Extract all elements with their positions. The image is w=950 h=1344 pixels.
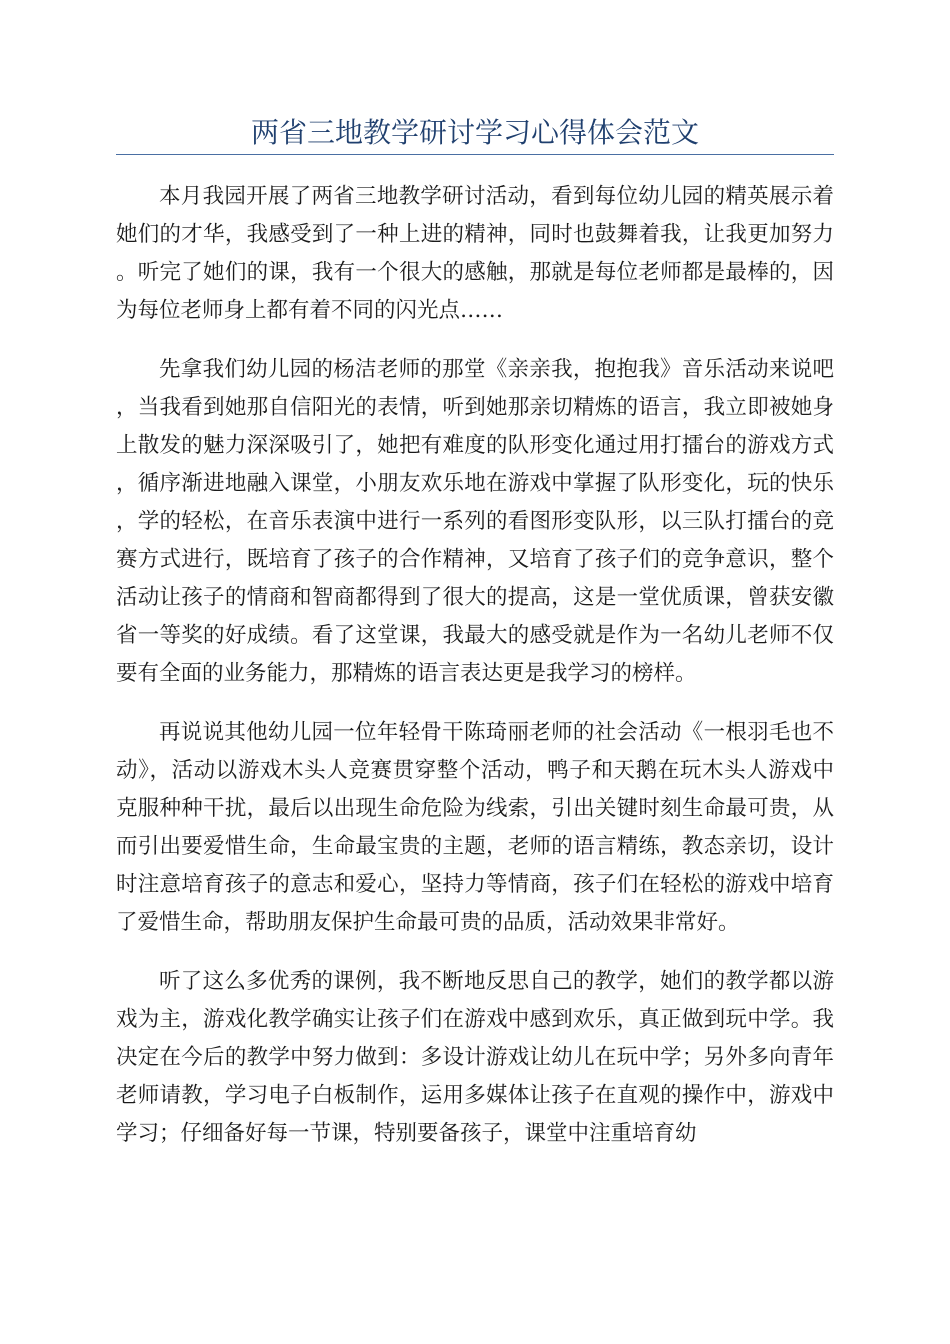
- paragraph-3: 再说说其他幼儿园一位年轻骨干陈琦丽老师的社会活动《一根羽毛也不动》，活动以游戏木头人竞赛贯穿整个活动，鸭子和天鹅在玩木头人游戏中克服种种干扰，最后以出现生命危险为线索，引出关键时刻生命最可贵，从而引出要爱惜生命，生命最宝贵的主题，老师的语言精练，教态亲切，设计时注意培育孩子的意志和爱心，坚持力等情商，孩子们在轻松的游戏中培育了爱惜生命，帮助朋友保护生命最可贵的品质，活动效果非常好。: [116, 720, 834, 935]
- document-title: 两省三地教学研讨学习心得体会范文: [250, 116, 699, 149]
- document-body: [116, 178, 834, 1174]
- paragraph-2: 先拿我们幼儿园的杨洁老师的那堂《亲亲我，抱抱我》音乐活动来说吧，当我看到她那自信阳光的表情，听到她那亲切精炼的语言，我立即被她身上散发的魅力深深吸引了，她把有难度的队形变化通过用打擂台的游戏方式，循序渐进地融入课堂，小朋友欢乐地在游戏中掌握了队形变化，玩的快乐，学的轻松，在音乐表演中进行一系列的看图形变队形，以三队打擂台的竞赛方式进行，既培育了孩子的合作精神，又培育了孩子们的竞争意识，整个活动让孩子的情商和智商都得到了很大的提高，这是一堂优质课，曾获安徽省一等奖的好成绩。看了这堂课，我最大的感受就是作为一名幼儿老师不仅要有全面的业务能力，那精炼的语言表达更是我学习的榜样。: [116, 357, 834, 686]
- title-underline: [116, 154, 834, 155]
- paragraph-4: 听了这么多优秀的课例，我不断地反思自己的教学，她们的教学都以游戏为主，游戏化教学确实让孩子们在游戏中感到欢乐，真正做到玩中学。我决定在今后的教学中努力做到：多设计游戏让幼儿在玩中学；另外多向青年老师请教，学习电子白板制作，运用多媒体让孩子在直观的操作中，游戏中学习；仔细备好每一节课，特别要备孩子，课堂中注重培育幼: [116, 969, 834, 1146]
- paragraph-1: 本月我园开展了两省三地教学研讨活动，看到每位幼儿园的精英展示着她们的才华，我感受到了一种上进的精神，同时也鼓舞着我，让我更加努力。听完了她们的课，我有一个很大的感触，那就是每位老师都是最棒的，因为每位老师身上都有着不同的闪光点……: [116, 184, 834, 323]
